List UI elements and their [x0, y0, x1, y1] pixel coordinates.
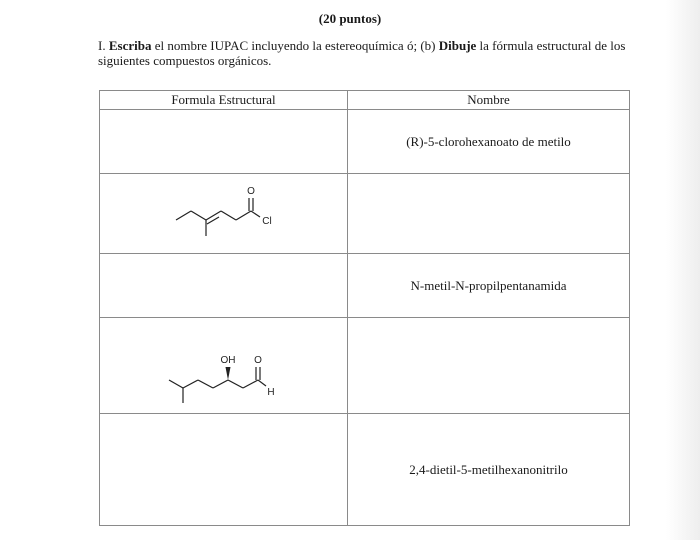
table-row [100, 110, 630, 174]
page-edge-shadow [666, 0, 700, 540]
atom-label-o: O [254, 354, 262, 366]
stereo-wedge-bond [226, 367, 231, 380]
bond [236, 211, 251, 220]
bond [183, 380, 198, 388]
table-row [100, 254, 630, 318]
points-heading: (20 puntos) [318, 11, 382, 26]
bond [176, 211, 191, 220]
instructions-text [98, 38, 643, 68]
formula-cell [100, 318, 348, 414]
instructions-middle: el nombre IUPAC incluyendo la estereoquímica ó; (b) [151, 38, 439, 53]
compound-name: 2,4-dietil-5-metilhexanonitrilo [409, 461, 568, 477]
hydroxy-aldehyde-structure [100, 319, 347, 413]
bond-to-cl [251, 211, 260, 217]
bond [198, 380, 213, 388]
formula-cell-empty [100, 254, 348, 318]
compound-name: N-metil-N-propilpentanamida [410, 277, 567, 293]
table-row [100, 318, 630, 414]
structure-bonds [176, 198, 260, 236]
instructions-suffix: la fórmula estructural de los siguientes compuestos orgánicos. [98, 38, 626, 68]
instructions-prefix: I. [98, 38, 109, 53]
structure-bonds [169, 367, 266, 403]
name-cell [348, 110, 630, 174]
bond [243, 380, 258, 388]
bond [206, 211, 221, 220]
compound-name: (R)-5-clorohexanoato de metilo [406, 133, 571, 149]
bond [191, 211, 206, 220]
name-cell-empty [348, 318, 630, 414]
header-formula: Formula Estructural [100, 91, 348, 110]
name-cell-empty [348, 174, 630, 254]
atom-label-oh: OH [220, 354, 236, 366]
acyl-chloride-structure [100, 175, 347, 253]
bond [221, 211, 236, 220]
atom-label-cl: Cl [262, 215, 272, 227]
header-name: Nombre [348, 91, 630, 110]
bond-to-h [258, 380, 266, 386]
name-cell [348, 414, 630, 526]
name-cell [348, 254, 630, 318]
formula-cell [100, 174, 348, 254]
exercise-table [99, 90, 630, 526]
instructions-bold-escriba: Escriba [108, 38, 152, 53]
formula-cell-empty [100, 110, 348, 174]
table-row [100, 414, 630, 526]
table-row [100, 174, 630, 254]
formula-cell-empty [100, 414, 348, 526]
table-header-row [100, 91, 630, 110]
instructions-bold-dibuje: Dibuje [438, 38, 477, 53]
atom-label-o: O [247, 185, 255, 197]
atom-label-h: H [267, 386, 275, 398]
bond [169, 380, 183, 388]
bond [228, 380, 243, 388]
bond [213, 380, 228, 388]
